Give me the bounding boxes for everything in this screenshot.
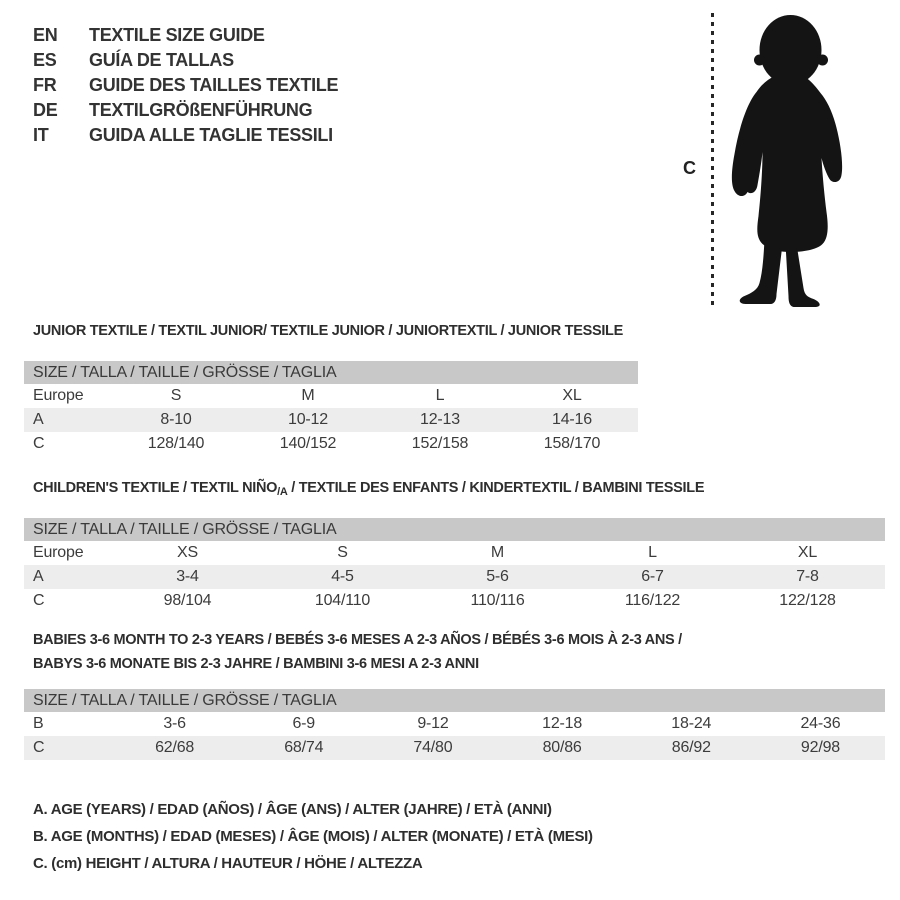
table-row-europe	[24, 541, 885, 565]
table-cell: 74/80	[413, 739, 453, 756]
table-cell: 110/116	[470, 592, 525, 609]
language-code: DE	[33, 100, 58, 120]
row-label: Europe	[33, 544, 84, 561]
junior-size-table	[24, 322, 638, 456]
babies-table-title-line2: BABYS 3-6 MONATE BIS 2-3 JAHRE / BAMBINI 3-6 MESI A 2-3 ANNI	[33, 656, 479, 672]
table-cell: 140/152	[279, 435, 337, 452]
babies-table-title-line1: BABIES 3-6 MONTH TO 2-3 YEARS / BEBÉS 3-6 MESES A 2-3 AÑOS / BÉBÉS 3-6 MOIS À 2-3 ANS /	[33, 632, 682, 648]
table-cell: 122/128	[779, 592, 836, 609]
babies-size-table	[24, 631, 885, 760]
height-measure-label: C	[683, 158, 696, 178]
table-cell: 8-10	[160, 411, 192, 428]
table-cell: 9-12	[417, 715, 449, 732]
table-cell: 68/74	[284, 739, 324, 756]
row-label: Europe	[33, 387, 84, 404]
language-code: FR	[33, 75, 57, 95]
table-cell: 158/170	[543, 435, 601, 452]
table-cell: 80/86	[542, 739, 582, 756]
row-label: A	[33, 411, 44, 428]
table-cell: 92/98	[800, 739, 840, 756]
table-cell: XS	[177, 544, 198, 561]
table-cell: 12-13	[420, 411, 460, 428]
table-cell: S	[337, 544, 348, 561]
table-cell: 86/92	[671, 739, 711, 756]
table-cell: M	[490, 544, 505, 561]
table-cell: 18-24	[671, 715, 712, 732]
table-cell: 104/110	[314, 592, 371, 609]
size-header-band: SIZE / TALLA / TAILLE / GRÖSSE / TAGLIA	[24, 689, 885, 712]
title-subscript: /A	[277, 486, 288, 498]
row-label: C	[33, 435, 45, 452]
footnote-age-months: B. AGE (MONTHS) / EDAD (MESES) / ÂGE (MOIS) / ALTER (MONATE) / ETÀ (MESI)	[33, 828, 593, 845]
language-row	[33, 123, 338, 148]
language-title-block	[33, 23, 338, 148]
table-cell: 14-16	[552, 411, 592, 428]
language-row	[33, 73, 338, 98]
table-cell: M	[301, 387, 315, 404]
table-row-height	[24, 589, 885, 613]
language-code: IT	[33, 125, 49, 145]
table-cell: 152/158	[411, 435, 469, 452]
baby-silhouette-image	[724, 12, 857, 314]
table-cell: 5-6	[486, 568, 509, 585]
row-label: C	[33, 739, 45, 756]
table-cell: 98/104	[163, 592, 212, 609]
language-title: GUÍA DE TALLAS	[89, 50, 234, 70]
table-cell: 116/122	[624, 592, 681, 609]
table-row-months	[24, 712, 885, 736]
table-row-height	[24, 432, 638, 456]
language-code: EN	[33, 25, 58, 45]
table-cell: 6-7	[641, 568, 664, 585]
table-cell: S	[170, 387, 182, 404]
table-cell: 4-5	[331, 568, 354, 585]
language-row	[33, 23, 338, 48]
language-row	[33, 98, 338, 123]
language-code: ES	[33, 50, 57, 70]
language-title: GUIDA ALLE TAGLIE TESSILI	[89, 125, 333, 145]
table-cell: 12-18	[542, 715, 583, 732]
table-cell: XL	[797, 544, 818, 561]
table-cell: 3-6	[163, 715, 186, 732]
size-header-band: SIZE / TALLA / TAILLE / GRÖSSE / TAGLIA	[24, 518, 885, 541]
children-size-table	[24, 479, 885, 613]
table-cell: 10-12	[288, 411, 328, 428]
table-cell: 6-9	[292, 715, 316, 732]
title-text: CHILDREN'S TEXTILE / TEXTIL NIÑO	[33, 480, 278, 496]
footnotes	[33, 796, 593, 877]
height-dotted-line	[711, 13, 714, 310]
row-label: C	[33, 592, 45, 609]
table-cell: 62/68	[155, 739, 195, 756]
table-row-europe	[24, 384, 638, 408]
title-text: / TEXTILE DES ENFANTS / KINDERTEXTIL / BAMBINI TESSILE	[287, 480, 705, 496]
language-title: TEXTILE SIZE GUIDE	[89, 25, 265, 45]
junior-table-title: JUNIOR TEXTILE / TEXTIL JUNIOR/ TEXTILE JUNIOR / JUNIORTEXTIL / JUNIOR TESSILE	[33, 323, 623, 339]
table-cell: 7-8	[796, 568, 819, 585]
footnote-age-years: A. AGE (YEARS) / EDAD (AÑOS) / ÂGE (ANS) / ALTER (JAHRE) / ETÀ (ANNI)	[33, 801, 552, 818]
language-title: GUIDE DES TAILLES TEXTILE	[89, 75, 339, 95]
table-row-age	[24, 408, 638, 432]
row-label: B	[33, 715, 44, 732]
size-header-band: SIZE / TALLA / TAILLE / GRÖSSE / TAGLIA	[24, 361, 638, 384]
language-title: TEXTILGRÖßENFÜHRUNG	[89, 100, 313, 120]
table-cell: 3-4	[176, 568, 199, 585]
table-cell: 24-36	[800, 715, 841, 732]
table-row-height	[24, 736, 885, 760]
table-cell: 128/140	[147, 435, 205, 452]
table-cell: L	[648, 544, 657, 561]
table-cell: L	[435, 387, 445, 404]
table-cell: XL	[562, 387, 582, 404]
table-row-age	[24, 565, 885, 589]
children-table-title	[33, 479, 885, 498]
footnote-height-cm: C. (cm) HEIGHT / ALTURA / HAUTEUR / HÖHE / ALTEZZA	[33, 855, 423, 872]
row-label: A	[33, 568, 44, 585]
language-row	[33, 48, 338, 73]
